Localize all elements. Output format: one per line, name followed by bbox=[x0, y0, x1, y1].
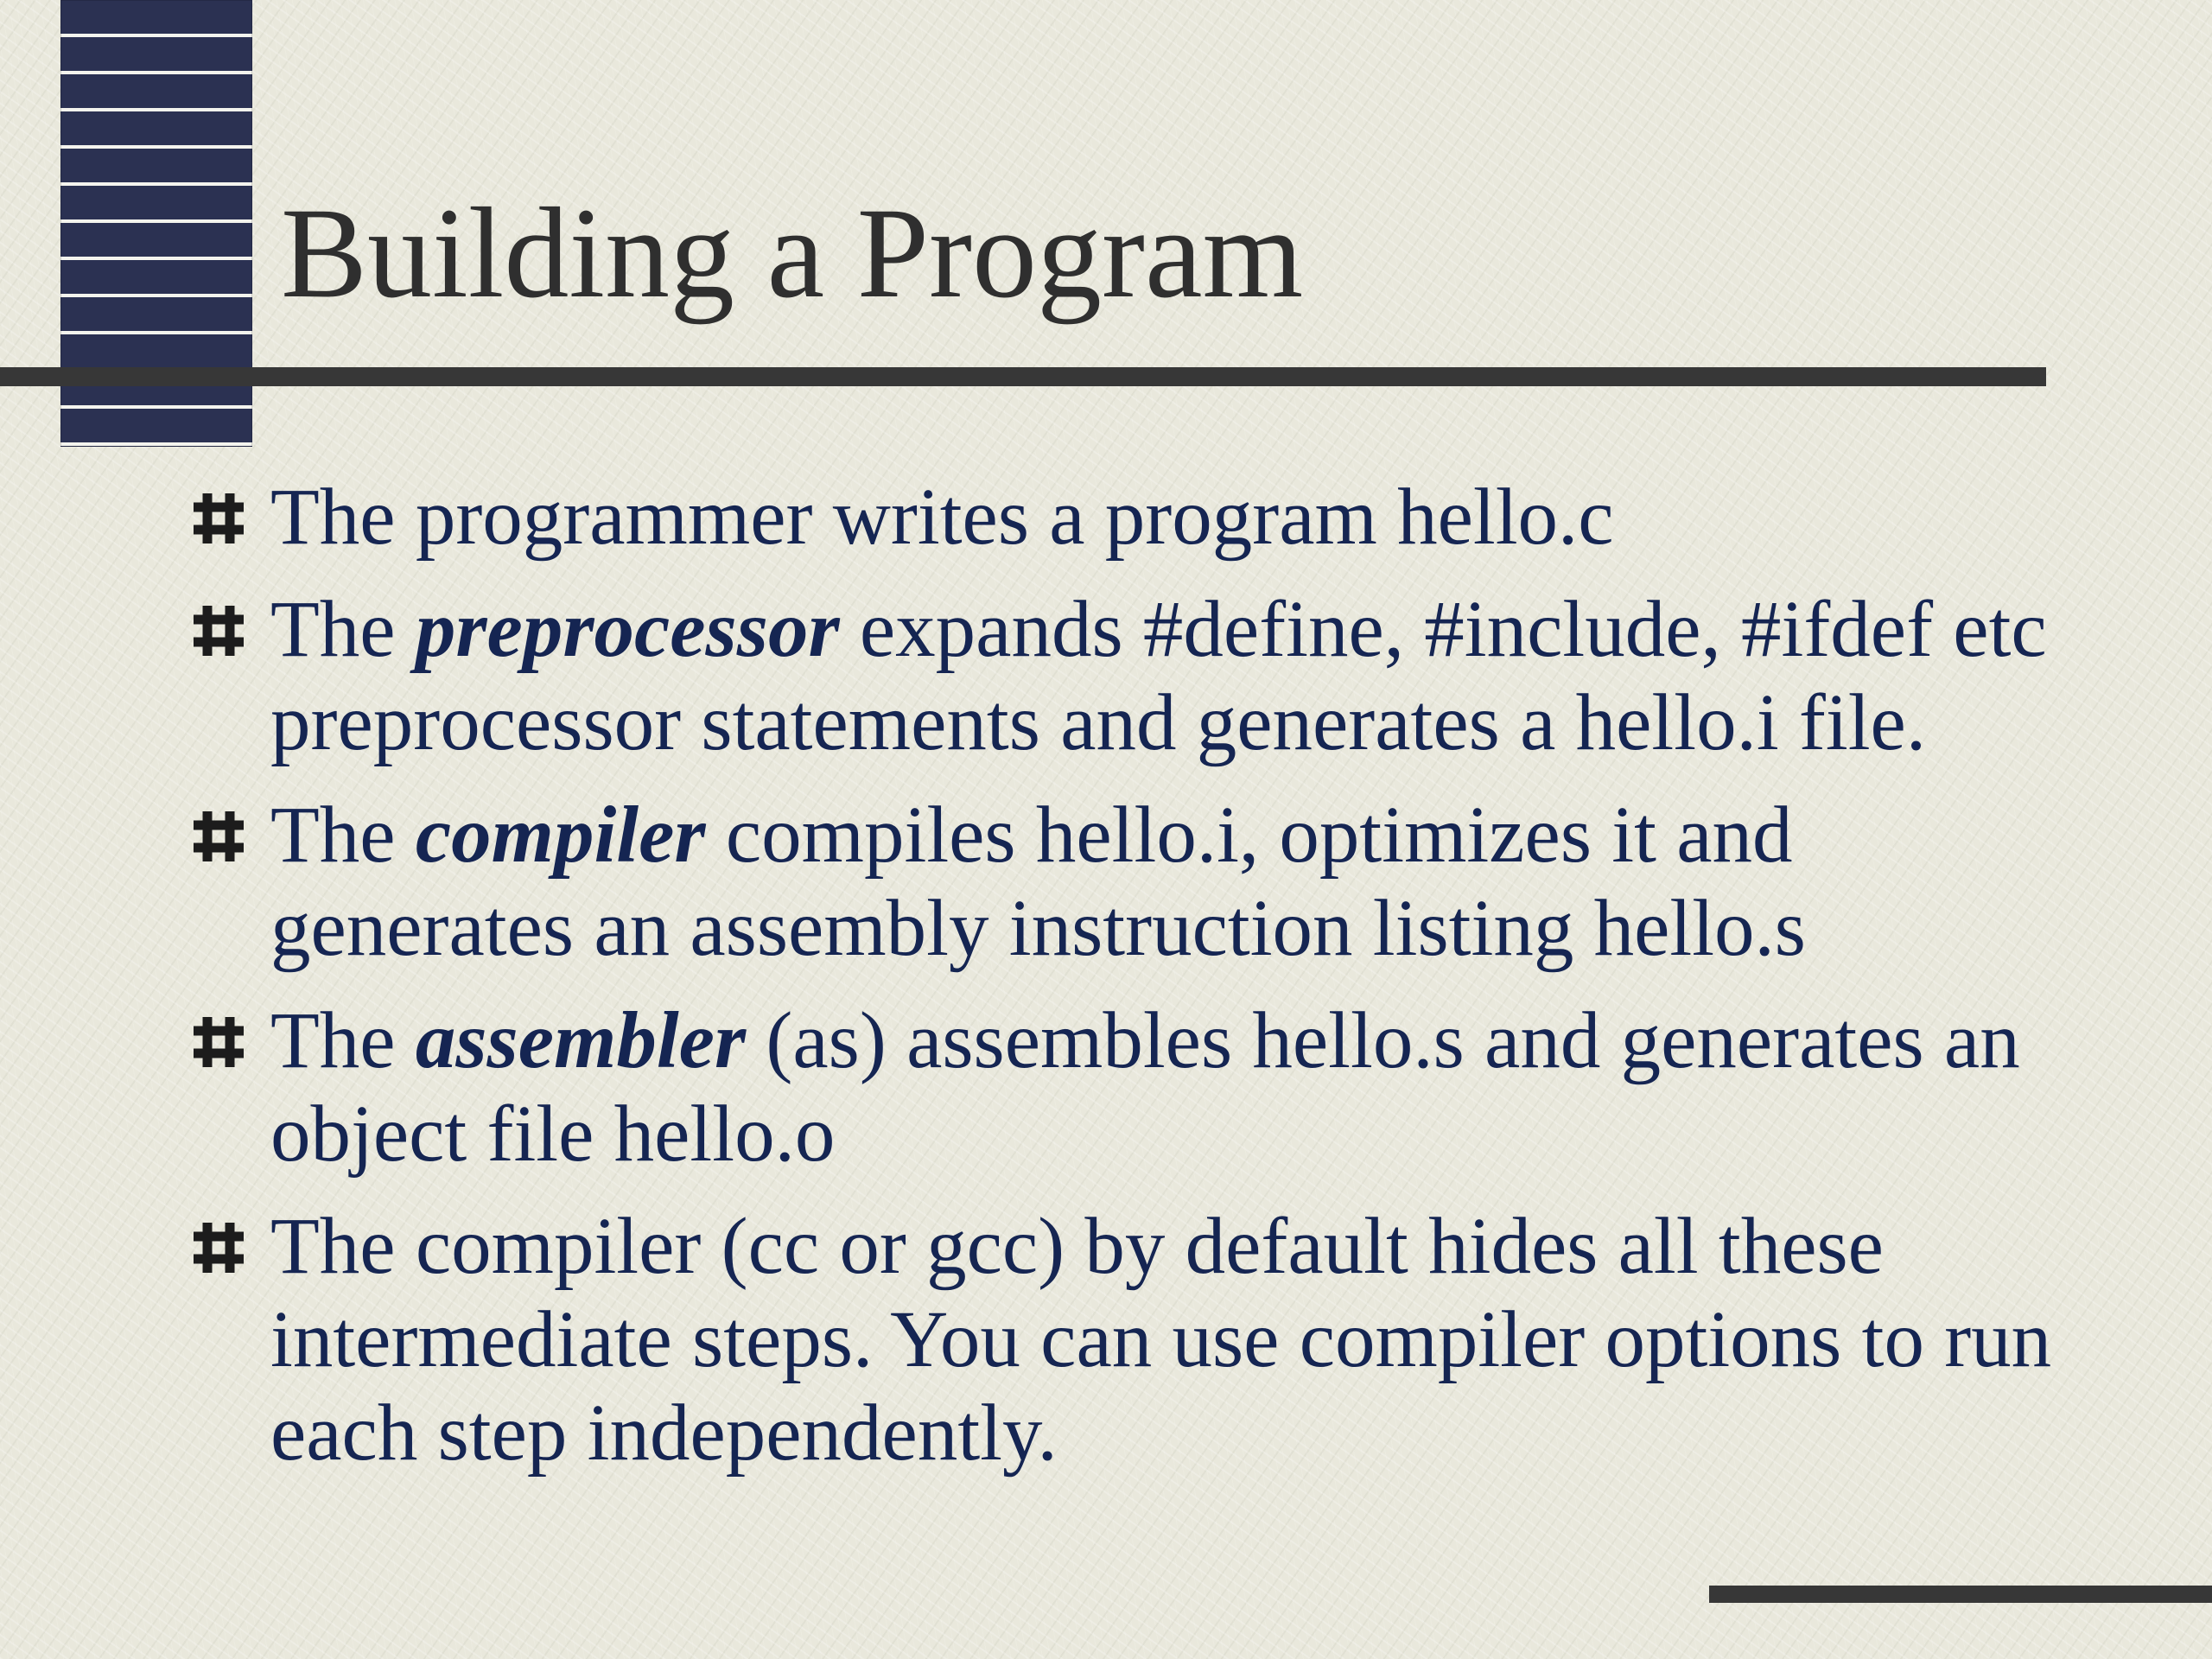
bullet-text bbox=[270, 585, 2047, 767]
emphasized-term: assembler bbox=[415, 996, 747, 1085]
bullet-item bbox=[190, 471, 2074, 564]
bullet-item bbox=[190, 583, 2074, 770]
hash-bullet-icon bbox=[190, 602, 247, 659]
emphasized-term: preprocessor bbox=[415, 585, 840, 674]
bullet-text bbox=[270, 996, 2020, 1179]
title-divider-rule bbox=[0, 367, 2046, 386]
slide-title: Building a Program bbox=[281, 181, 1304, 325]
bullet-text-segment: compiles hello.i, optimizes it and generates an assembly instruction listing hello.s bbox=[270, 791, 1806, 973]
bullet-text-segment: The bbox=[270, 996, 416, 1085]
hash-bullet-icon bbox=[190, 490, 247, 547]
bullet-item bbox=[190, 789, 2074, 976]
bullet-list bbox=[190, 471, 2074, 1499]
bullet-text bbox=[270, 473, 1614, 562]
bullet-text-segment: expands #define, #include, #ifdef etc preprocessor statements and generates a hello.i file. bbox=[270, 585, 2047, 767]
bullet-text-segment: The bbox=[270, 791, 416, 880]
hash-bullet-icon bbox=[190, 808, 247, 865]
bullet-text-segment: The compiler (cc or gcc) by default hides all these intermediate steps. You can use compiler options to run each step independently. bbox=[270, 1202, 2052, 1478]
bullet-item bbox=[190, 995, 2074, 1181]
bullet-item bbox=[190, 1200, 2074, 1480]
hash-bullet-icon bbox=[190, 1014, 247, 1071]
bullet-text-segment: (as) assembles hello.s and generates an object file hello.o bbox=[270, 996, 2020, 1179]
bullet-text bbox=[270, 791, 1806, 973]
bullet-text-segment: The bbox=[270, 585, 416, 674]
bottom-divider-rule bbox=[1709, 1586, 2212, 1603]
hash-bullet-icon bbox=[190, 1219, 247, 1276]
bullet-text-segment: The programmer writes a program hello.c bbox=[270, 473, 1614, 562]
emphasized-term: compiler bbox=[415, 791, 706, 880]
bullet-text bbox=[270, 1202, 2051, 1478]
